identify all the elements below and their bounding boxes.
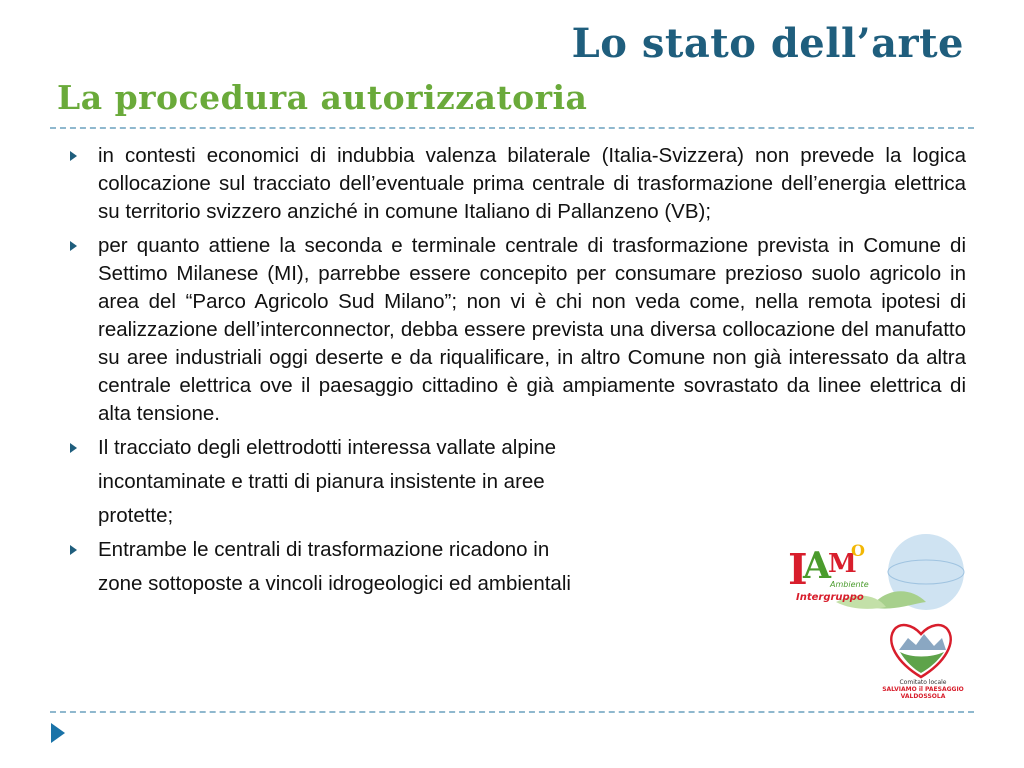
- bullet-arrow-icon: [70, 151, 77, 161]
- logo-word-ambiente: Ambiente: [830, 580, 869, 589]
- bullet-arrow-icon: [70, 545, 77, 555]
- bullet-line: Entrambe le centrali di trasformazione ricadono in: [98, 538, 550, 561]
- logo-initial: O: [851, 541, 865, 560]
- bullet-item: [68, 434, 738, 536]
- bullet-line: protette;: [98, 504, 174, 527]
- top-divider: [50, 127, 974, 129]
- bullet-item: [68, 142, 966, 226]
- bottom-divider: [50, 711, 974, 713]
- bullet-arrow-icon: [70, 443, 77, 453]
- logo-caption: Comitato locale: [899, 679, 947, 686]
- logo-initial: A: [803, 545, 831, 587]
- bullet-line: zone sottoposte a vincoli idrogeologici ed ambientali: [98, 572, 571, 595]
- bullet-arrow-icon: [70, 241, 77, 251]
- bullet-text: per quanto attiene la seconda e terminale centrale di trasformazione prevista in Comune di Settimo Milanese (MI), parrebbe essere concepito per consumare prezioso suolo agricolo in area del “Parco Agricolo Sud Milano”; non vi è chi non veda come, nella remota ipotesi di realizzazione dell’interconnector, debba essere prevista una diversa collocazione del manufatto su aree industriali oggi deserte e da riqualificare, in altro Comune non già interessato da altra centrale elettrica ove il paesaggio cittadino è già ampiamente sovrastato da linee elettrica di alta tensione.: [98, 234, 966, 425]
- logo-initial: I: [788, 545, 808, 594]
- logo-initial: M: [828, 549, 857, 579]
- bullet-text: in contesti economici di indubbia valenza bilaterale (Italia-Svizzera) non prevede la logica collocazione sul tracciato dell’eventuale prima centrale di trasformazione dell’energia elettrica su territorio svizzero anziché in comune Italiano di Pallanzeno (VB);: [98, 144, 966, 223]
- iamo-logo: [776, 532, 976, 702]
- slide-nav-arrow-icon: [51, 723, 65, 743]
- slide-subtitle: La procedura autorizzatoria: [57, 78, 588, 117]
- logo-caption: SALVIAMO il PAESAGGIO: [882, 686, 964, 693]
- logo-word-intergruppo: Intergruppo: [796, 592, 864, 603]
- bullet-line: Il tracciato degli elettrodotti interessa vallate alpine: [98, 436, 557, 459]
- bullet-item: [68, 232, 966, 428]
- bullet-line: incontaminate e tratti di pianura insistente in aree: [98, 470, 545, 493]
- bullet-item: [68, 536, 738, 604]
- slide-title: Lo stato dell’arte: [571, 20, 964, 67]
- logo-caption: VALDOSSOLA: [900, 693, 946, 700]
